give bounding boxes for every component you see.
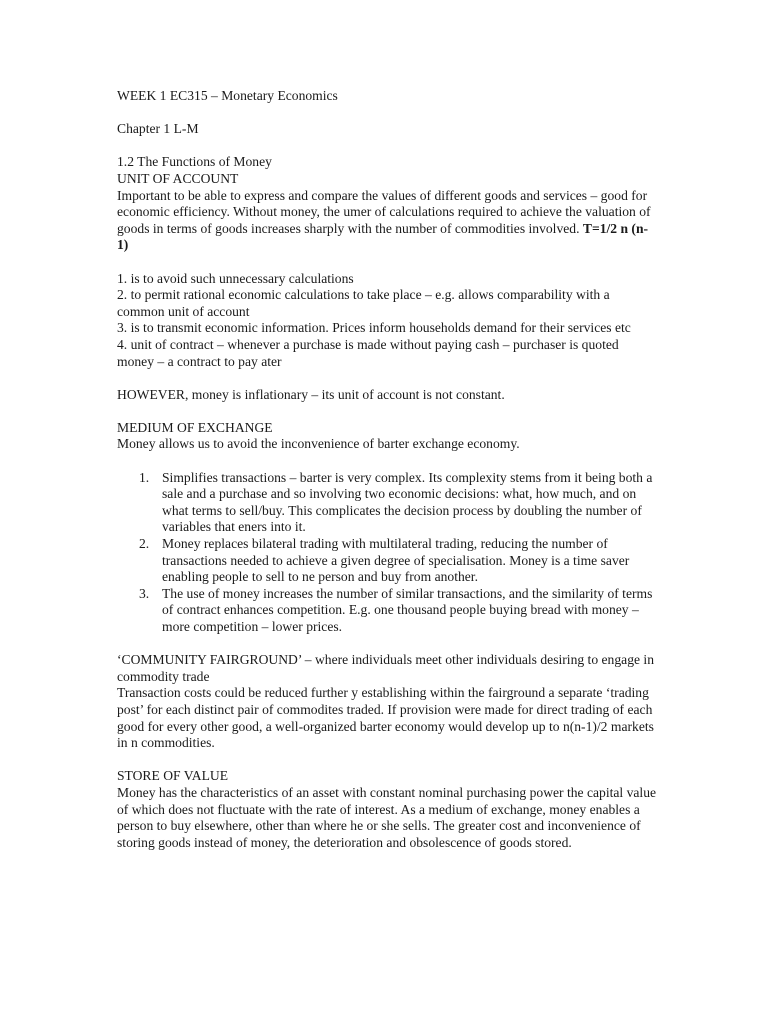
chapter-label: Chapter 1 L-M	[117, 121, 199, 137]
section-heading-functions: 1.2 The Functions of Money	[117, 154, 272, 170]
spacer	[117, 403, 657, 420]
unit-point-2: 2. to permit rational economic calculations to take place – e.g. allows comparability with a common unit of account	[117, 287, 610, 319]
list-item-text: Money replaces bilateral trading with multilateral trading, reducing the number of transactions needed to achieve a given degree of specialisation. Money is a time saver enabling people to sell to ne person and buy from another.	[162, 536, 630, 585]
unit-of-account-paragraph	[117, 188, 657, 254]
spacer	[117, 254, 657, 271]
section-heading-medium-of-exchange: MEDIUM OF EXCHANGE	[117, 419, 273, 435]
however-note: HOWEVER, money is inflationary – its unit of account is not constant.	[117, 386, 505, 402]
spacer	[117, 138, 657, 155]
list-item-number: 1.	[139, 469, 150, 485]
medium-intro: Money allows us to avoid the inconvenience of barter exchange economy.	[117, 436, 520, 452]
list-item-text: Simplifies transactions – barter is very complex. Its complexity stems from it being both a sale and a purchase and so involving two economic decisions: what, how much, and on what terms to sell/buy. This complicates the decision process by doubling the number of variables that eners into it.	[162, 469, 653, 535]
list-item	[117, 586, 657, 636]
document-page	[117, 88, 657, 851]
spacer	[117, 453, 657, 470]
fairground-paragraph: Transaction costs could be reduced further y establishing within the fairground a separate ‘trading post’ for each distinct pair of commodites traded. If provision were made for direct trading of each good for every other good, a well-organized barter economy would develop up to n(n-1)/2 markets in n commodities.	[117, 685, 654, 751]
document-title: WEEK 1 EC315 – Monetary Economics	[117, 88, 338, 103]
unit-point-4: 4. unit of contract – whenever a purchase is made without paying cash – purchaser is quoted money – a contract to pay ater	[117, 336, 619, 369]
spacer	[117, 636, 657, 653]
spacer	[117, 752, 657, 769]
medium-numbered-list	[117, 470, 657, 636]
unit-point-1: 1. is to avoid such unnecessary calculations	[117, 270, 354, 286]
spacer	[117, 370, 657, 387]
formula: T=1/2 n (n-1)	[117, 220, 649, 253]
section-heading-store-of-value: STORE OF VALUE	[117, 768, 229, 784]
list-item-number: 2.	[139, 536, 150, 552]
unit-of-account-body: Important to be able to express and compare the values of different goods and services – good for economic efficiency. Without money, the umer of calculations required to achieve the valuation of goods in terms of goods increases sharply with the number of commodities involved.	[117, 187, 651, 236]
fairground-heading: ‘COMMUNITY FAIRGROUND’ – where individuals meet other individuals desiring to engage in commodity trade	[117, 652, 654, 684]
list-item-number: 3.	[139, 585, 150, 601]
spacer	[117, 105, 657, 122]
list-item-text: The use of money increases the number of similar transactions, and the similarity of terms of contract enhances competition. E.g. one thousand people buying bread with money – more competition – lower prices.	[162, 585, 653, 634]
list-item	[117, 470, 657, 536]
section-heading-unit-of-account: UNIT OF ACCOUNT	[117, 170, 239, 186]
unit-point-3: 3. is to transmit economic information. Prices inform households demand for their services etc	[117, 320, 631, 336]
store-of-value-paragraph: Money has the characteristics of an asset with constant nominal purchasing power the capital value of which does not fluctuate with the rate of interest. As a medium of exchange, money enables a person to buy elsewhere, other than where he or she sells. The greater cost and inconvenience of storing goods instead of money, the deterioration and obsolescence of goods stored.	[117, 784, 657, 850]
list-item	[117, 536, 657, 586]
